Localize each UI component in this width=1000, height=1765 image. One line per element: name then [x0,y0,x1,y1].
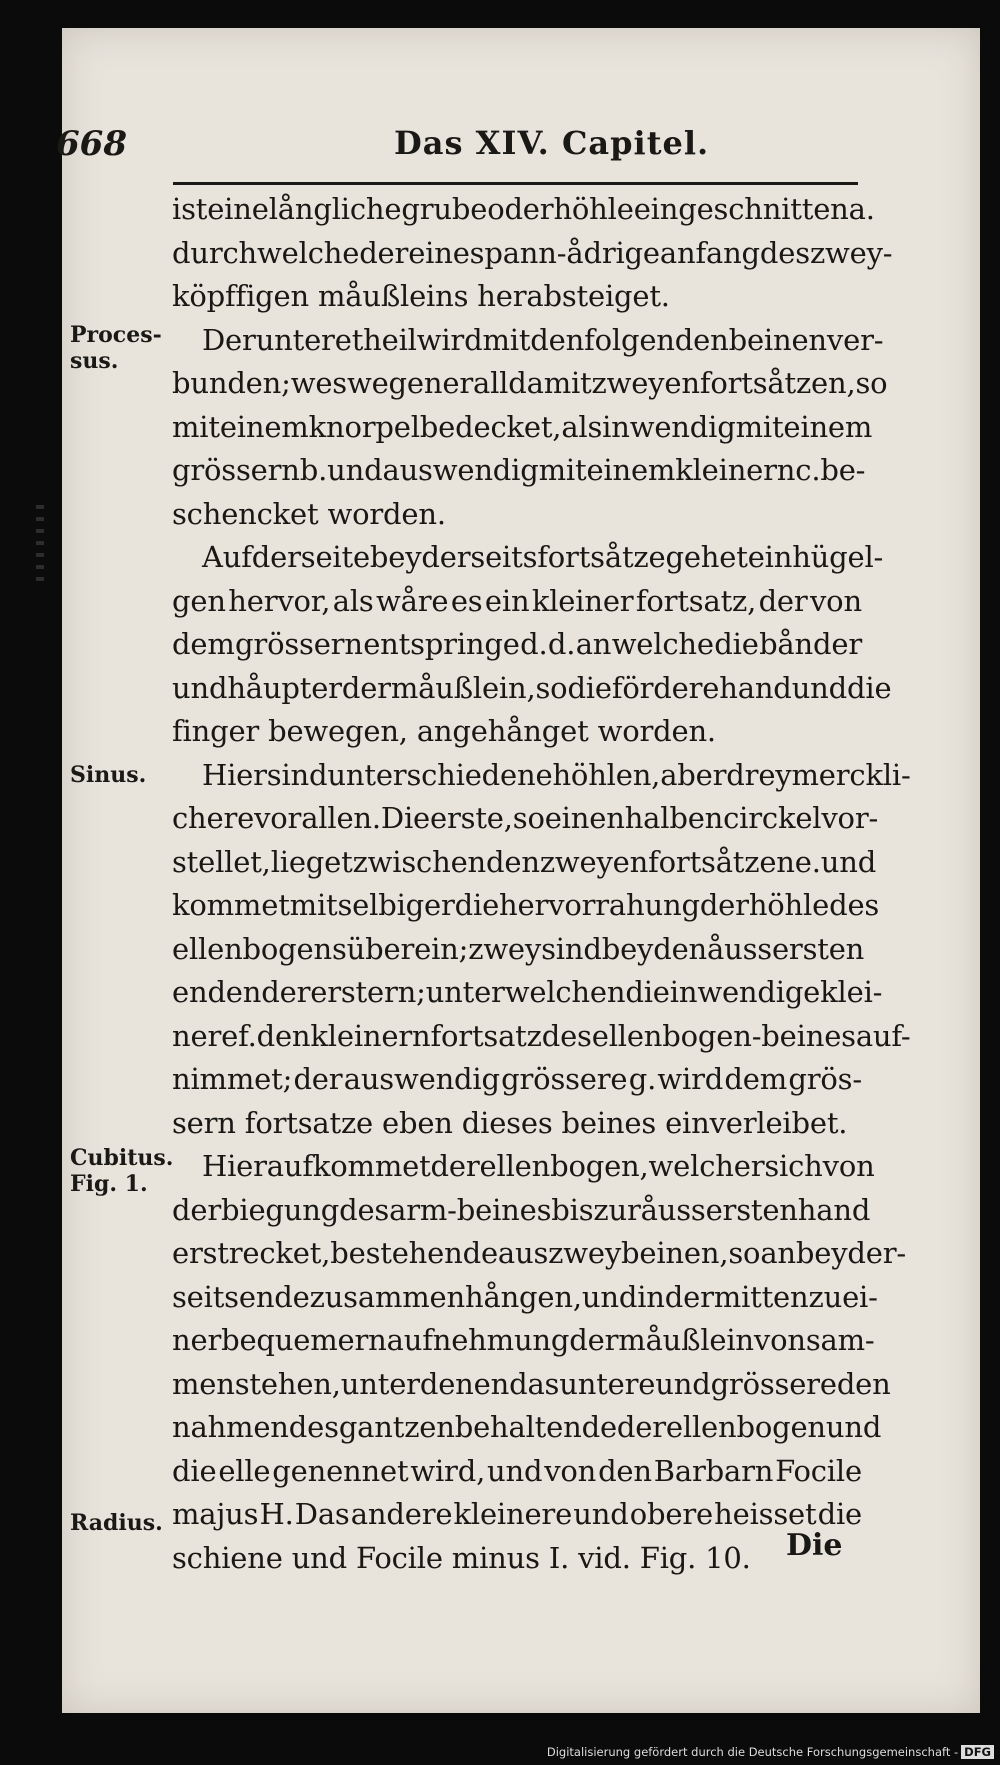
text-line: sern fortsatze eben dieses beines einverleibet. [172,1105,848,1140]
text-line: und håupter der måußlein, so die fördere hand und die [172,670,892,705]
text-line: bunden; weswegen er allda mit zweyen fortsåtzen, so [172,366,888,400]
text-line: chere vor allen. Die erste, so einen halben circkel vor- [172,801,879,835]
text-line: stellet, lieget zwischen den zweyen fortsåtzen e. und [172,844,877,879]
text-line: Hier sind unterschiedene höhlen, aber drey merckli- [202,757,911,792]
text-line: gen hervor, als wåre es ein kleiner fortsatz, der von [172,583,862,618]
text-line: nahmen des gantzen behaltende der ellenbogen und [172,1410,882,1444]
margin-note-radius: Radius. [70,1510,163,1536]
dfg-logo: DFG [961,1745,994,1759]
text-line: grössern b. und auswendig mit einem kleinern c. be- [172,453,866,487]
text-line: finger bewegen, angehånget worden. [172,714,716,748]
running-title: Das XIV. Capitel. [394,124,710,162]
text-line: erstrecket, bestehende aus zwey beinen, so an beyder- [172,1236,907,1270]
text-line: der biegung des arm-beines bis zur åussersten hand [172,1192,871,1227]
margin-note-cubitus: Cubitus. Fig. 1. [70,1145,174,1197]
text-line: mit einem knorpel bedecket, als inwendig mit einem [172,409,873,444]
text-line: Der untere theil wird mit den folgenden beinen ver- [202,322,884,357]
text-line: men stehen, unter denen das untere und grössere den [172,1366,891,1401]
text-line: die elle genennet wird, und von den Barbarn Focile [172,1453,862,1488]
footer-text: Digitalisierung gefördert durch die Deutsche Forschungsgemeinschaft - [546,1745,959,1759]
text-line: seits ende zusammen hången, und in der mitten zu ei- [172,1279,878,1314]
page-number: 668 [56,124,127,164]
text-line: majus H. Das andere kleinere und obere heisset die [172,1497,862,1531]
text-line: ellenbogens überein; zwey sind bey den åussersten [172,931,865,966]
text-line: dem grössern entspringe d. d. an welche die bånder [172,627,862,661]
text-line: Hierauf kommet der ellenbogen, welcher sich von [202,1149,875,1183]
text-line: köpffigen måußleins herabsteiget. [172,279,670,313]
text-line: ner bequemern aufnehmung der måußlein von sam- [172,1323,875,1357]
catchword: Die [786,1528,843,1563]
text-line: schiene und Focile minus I. vid. Fig. 10. [172,1540,751,1575]
text-line: durch welche der eine spann-ådrige anfang des zwey- [172,235,893,270]
body-text [172,188,911,1580]
header-rule [173,182,858,185]
scan-artifact [36,505,44,585]
footer-credit [547,1745,994,1759]
text-line: ist eine långliche grube oder höhle eingeschnitten a. [172,192,875,226]
text-line: Auf der seite beyderseits fortsåtze gehet ein hügel- [202,540,884,574]
text-line: kommet mit selbiger die hervorrahung der höhle des [172,888,880,922]
text-line: nimmet; der auswendig grössere g. wird dem grös- [172,1062,862,1096]
text-line: nere f. den kleinern fortsatz des ellenbogen-beines auf- [172,1018,911,1053]
text-line: schencket worden. [172,496,446,531]
margin-note-processus: Proces- sus. [70,322,162,374]
margin-note-sinus: Sinus. [70,762,147,788]
text-line: enden der erstern; unter welchen die inwendige klei- [172,975,883,1009]
